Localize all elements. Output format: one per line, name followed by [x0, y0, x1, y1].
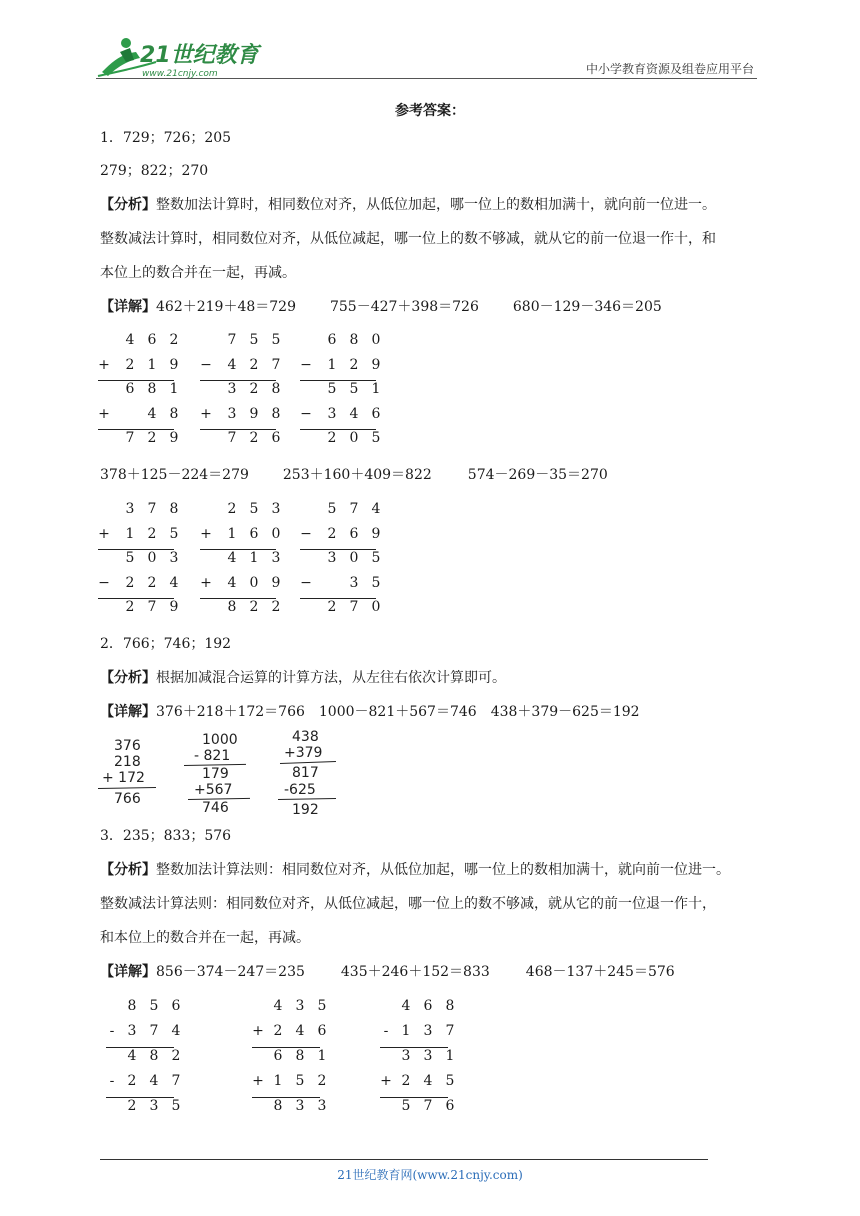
calc-digit: 1 — [249, 550, 259, 566]
calc-digit: 7 — [227, 332, 237, 348]
calc-digit: 6 — [171, 998, 181, 1014]
calc-result-row — [198, 597, 281, 617]
calc-row — [378, 1046, 458, 1066]
calc-digit: 3 — [149, 1098, 159, 1114]
calc-digit: 8 — [271, 381, 281, 397]
calc-digit: 1 — [273, 1073, 283, 1089]
q1-detail-line2 — [100, 465, 608, 485]
calc-digit: 5 — [327, 381, 337, 397]
calc-digit: 8 — [273, 1098, 283, 1114]
calc-digit: 5 — [149, 998, 159, 1014]
calc-digit: 4 — [371, 501, 381, 517]
header-divider — [96, 78, 757, 79]
calc-digit: 2 — [147, 430, 157, 446]
calc-digit: 4 — [171, 1023, 181, 1039]
calc-digit: 9 — [371, 356, 381, 373]
calc-digit: 8 — [169, 405, 179, 422]
calc-row: 1000 — [202, 732, 238, 748]
calc-digit: 4 — [227, 574, 237, 591]
calc-digit: 2 — [349, 356, 359, 373]
q1-analysis-line3: 本位上的数合并在一起，再减。 — [100, 265, 296, 281]
calc-row — [104, 1021, 184, 1041]
calc-digit: 1 — [401, 1023, 411, 1039]
calc-digit: 3 — [423, 1023, 433, 1039]
calc-digit: 6 — [125, 381, 135, 397]
detail-tag: 【详解】 — [100, 964, 156, 980]
calc-digit: 4 — [227, 550, 237, 566]
calc-digit: 1 — [371, 381, 381, 397]
calc-digit: 0 — [349, 550, 359, 566]
calc-result-row — [378, 1096, 458, 1116]
calc-operator: + — [380, 1073, 392, 1089]
calc-digit: 0 — [249, 574, 259, 591]
equation: 856－374－247＝235 — [156, 964, 305, 980]
calc-digit: 8 — [147, 381, 157, 397]
calc-digit: 5 — [271, 332, 281, 348]
calc-row — [96, 524, 179, 544]
calc-digit: 7 — [349, 599, 359, 615]
calc-operator: - — [109, 1023, 115, 1039]
calc-digit: 2 — [147, 525, 157, 542]
calc-digit: 8 — [349, 332, 359, 348]
calc-digit: 4 — [401, 998, 411, 1014]
calc-digit: 7 — [149, 1023, 159, 1039]
q3-detail — [100, 962, 675, 982]
calc-operator: − — [98, 574, 110, 591]
calc-digit: 5 — [295, 1073, 305, 1089]
calc-digit: 5 — [249, 332, 259, 348]
calc-row: 179 — [202, 766, 229, 782]
calc-digit: 0 — [349, 430, 359, 446]
calc-result-row — [298, 597, 381, 617]
calc-digit: 3 — [271, 501, 281, 517]
svg-text:www.21cnjy.com: www.21cnjy.com — [142, 69, 218, 79]
calc-digit: 7 — [147, 501, 157, 517]
calc-digit: 5 — [125, 550, 135, 566]
calc-digit: 6 — [445, 1098, 455, 1114]
platform-name: 中小学教育资源及组卷应用平台 — [585, 62, 754, 76]
calc-row — [298, 330, 381, 350]
calc-row — [250, 1071, 330, 1091]
calc-row: - 821 — [194, 748, 231, 764]
calc-digit: 0 — [371, 599, 381, 615]
calc-result-row — [96, 428, 179, 448]
calc-row: 376 — [114, 738, 141, 754]
q1-answer2: 279；822；270 — [100, 163, 209, 179]
calc-operator: - — [383, 1023, 389, 1039]
calc-digit: 8 — [169, 501, 179, 517]
calc-operator: - — [109, 1073, 115, 1089]
calc-row — [96, 548, 179, 568]
analysis-text: 根据加减混合运算的计算方法，从左往右依次计算即可。 — [156, 670, 506, 686]
calc-digit: 9 — [371, 525, 381, 542]
calc-digit: 5 — [169, 525, 179, 542]
calc-operator: + — [98, 405, 110, 422]
image-calc-1 — [98, 736, 158, 811]
calc-digit: 8 — [295, 1048, 305, 1064]
calc-digit: 6 — [317, 1023, 327, 1039]
calc-digit: 2 — [249, 430, 259, 446]
calc-row: 766 — [114, 791, 141, 807]
calc-digit: 2 — [227, 501, 237, 517]
calc-digit: 2 — [317, 1073, 327, 1089]
calc-operator: − — [300, 356, 312, 373]
calc-digit: 7 — [227, 430, 237, 446]
calc-digit: 6 — [249, 525, 259, 542]
calc-digit: 4 — [149, 1073, 159, 1089]
calc-row — [298, 524, 381, 544]
calc-digit: 2 — [171, 1048, 181, 1064]
calc-row — [250, 1021, 330, 1041]
calc-row — [250, 1046, 330, 1066]
calc-row: 817 — [292, 765, 319, 781]
calc-digit: 2 — [271, 599, 281, 615]
calc-digit: 8 — [127, 998, 137, 1014]
calc-digit: 3 — [271, 550, 281, 566]
calc-digit: 1 — [227, 525, 237, 542]
calc-digit: 1 — [317, 1048, 327, 1064]
calc-line — [278, 798, 336, 800]
calc-row — [96, 404, 179, 424]
calc-operator: + — [98, 356, 110, 373]
calc-row — [198, 499, 281, 519]
calc-digit: 3 — [327, 405, 337, 422]
calc-digit: 3 — [401, 1048, 411, 1064]
calc-row — [96, 573, 179, 593]
analysis-tag: 【分析】 — [100, 197, 156, 213]
calc-operator: + — [200, 525, 212, 542]
q2-analysis — [100, 668, 506, 688]
calc-digit: 8 — [445, 998, 455, 1014]
calc-digit: 5 — [401, 1098, 411, 1114]
q3-analysis-line2: 整数减法计算法则：相同数位对齐，从低位减起，哪一位上的数不够减，就从它的前一位退一作十， — [100, 896, 716, 912]
calc-digit: 8 — [227, 599, 237, 615]
calc-row — [298, 379, 381, 399]
analysis-tag: 【分析】 — [100, 862, 156, 878]
calc-result-row — [298, 428, 381, 448]
calc-operator: + — [200, 574, 212, 591]
calc-row — [198, 548, 281, 568]
calc-row — [378, 1021, 458, 1041]
calc-result-row — [250, 1096, 330, 1116]
calc-digit: 2 — [327, 599, 337, 615]
q3-analysis-line1 — [100, 860, 730, 880]
calc-row — [96, 355, 179, 375]
calc-digit: 1 — [125, 525, 135, 542]
calc-row: 746 — [202, 800, 229, 816]
equation: 438＋379－625＝192 — [490, 704, 640, 720]
calc-digit: 4 — [125, 332, 135, 348]
calc-digit: 3 — [295, 1098, 305, 1114]
calc-result-row — [96, 597, 179, 617]
q1-analysis-line2: 整数减法计算时，相同数位对齐，从低位减起，哪一位上的数不够减，就从它的前一位退一作十，和 — [100, 231, 716, 247]
calc-row — [198, 524, 281, 544]
calc-digit: 4 — [273, 998, 283, 1014]
calc-row — [378, 996, 458, 1016]
calc-result-row — [198, 428, 281, 448]
equation: 755－427＋398＝726 — [329, 299, 479, 315]
calc-row — [198, 404, 281, 424]
page-title: 参考答案： — [395, 103, 465, 119]
calc-digit: 4 — [169, 574, 179, 591]
equation: 574－269－35＝270 — [467, 467, 608, 483]
calc-row: 438 — [292, 729, 319, 745]
calc-operator: − — [300, 405, 312, 422]
calc-digit: 3 — [295, 998, 305, 1014]
calc-digit: 4 — [147, 405, 157, 422]
calc-digit: 5 — [349, 381, 359, 397]
equation: 376＋218＋172＝766 — [156, 704, 305, 720]
q2-answer: 2．766；746；192 — [100, 636, 232, 652]
svg-text:21世纪教育: 21世纪教育 — [140, 43, 259, 68]
calc-row — [198, 573, 281, 593]
q1-analysis-line1 — [100, 195, 716, 215]
calc-digit: 8 — [149, 1048, 159, 1064]
calc-digit: 9 — [249, 405, 259, 422]
calc-digit: 7 — [445, 1023, 455, 1039]
calc-digit: 4 — [295, 1023, 305, 1039]
calc-digit: 3 — [227, 405, 237, 422]
calc-digit: 4 — [227, 356, 237, 373]
calc-digit: 7 — [171, 1073, 181, 1089]
calc-row — [96, 379, 179, 399]
calc-digit: 0 — [147, 550, 157, 566]
footer-divider — [100, 1159, 708, 1160]
calc-row — [298, 355, 381, 375]
calc-digit: 3 — [423, 1048, 433, 1064]
calc-row: + 172 — [102, 770, 145, 786]
calc-digit: 9 — [169, 356, 179, 373]
calc-row — [104, 996, 184, 1016]
calc-digit: 4 — [423, 1073, 433, 1089]
footer-text: 21世纪教育网(www.21cnjy.com) — [337, 1168, 523, 1182]
calc-digit: 9 — [169, 599, 179, 615]
calc-digit: 2 — [401, 1073, 411, 1089]
calc-row — [298, 404, 381, 424]
calc-digit: 2 — [249, 381, 259, 397]
calc-row — [298, 499, 381, 519]
calc-digit: 3 — [127, 1023, 137, 1039]
calc-digit: 5 — [371, 574, 381, 591]
calc-digit: 2 — [249, 599, 259, 615]
calc-digit: 1 — [327, 356, 337, 373]
calc-digit: 1 — [169, 381, 179, 397]
q3-analysis-line3: 和本位上的数合并在一起，再减。 — [100, 930, 310, 946]
calc-digit: 2 — [249, 356, 259, 373]
calc-digit: 0 — [271, 525, 281, 542]
calc-row — [96, 330, 179, 350]
calc-operator: + — [98, 525, 110, 542]
calc-digit: 6 — [327, 332, 337, 348]
calc-digit: 5 — [171, 1098, 181, 1114]
calc-row — [198, 330, 281, 350]
calc-digit: 2 — [127, 1073, 137, 1089]
image-calc-3 — [276, 727, 346, 819]
site-logo — [96, 32, 266, 80]
calc-row — [250, 996, 330, 1016]
calc-digit: 1 — [147, 356, 157, 373]
calc-row — [96, 499, 179, 519]
calc-digit: 3 — [227, 381, 237, 397]
calc-row — [198, 355, 281, 375]
calc-digit: 3 — [327, 550, 337, 566]
calc-digit: 7 — [349, 501, 359, 517]
equation: 1000－821＋567＝746 — [318, 704, 477, 720]
calc-digit: 2 — [327, 525, 337, 542]
analysis-text: 整数加法计算法则：相同数位对齐，从低位加起，哪一位上的数相加满十，就向前一位进一。 — [156, 862, 730, 878]
calc-row: -625 — [284, 782, 316, 798]
calc-operator: + — [252, 1073, 264, 1089]
calc-digit: 3 — [125, 501, 135, 517]
image-calc-2 — [184, 730, 256, 818]
calc-digit: 5 — [371, 430, 381, 446]
equation: 253＋160＋409＝822 — [282, 467, 432, 483]
calc-digit: 7 — [423, 1098, 433, 1114]
calc-digit: 3 — [169, 550, 179, 566]
calc-digit: 2 — [125, 574, 135, 591]
calc-digit: 5 — [249, 501, 259, 517]
equation: 462＋219＋48＝729 — [156, 299, 296, 315]
calc-row: +379 — [284, 745, 323, 761]
calc-digit: 2 — [273, 1023, 283, 1039]
equation: 680－129－346＝205 — [512, 299, 662, 315]
calc-digit: 6 — [423, 998, 433, 1014]
calc-digit: 3 — [317, 1098, 327, 1114]
calc-digit: 5 — [327, 501, 337, 517]
calc-digit: 2 — [125, 599, 135, 615]
calc-digit: 1 — [445, 1048, 455, 1064]
calc-row: +567 — [194, 782, 233, 798]
calc-digit: 6 — [273, 1048, 283, 1064]
calc-digit: 5 — [371, 550, 381, 566]
calc-digit: 7 — [125, 430, 135, 446]
calc-digit: 2 — [327, 430, 337, 446]
calc-row — [298, 548, 381, 568]
calc-row — [198, 379, 281, 399]
equation: 468－137＋245＝576 — [525, 964, 675, 980]
q3-answer: 3．235；833；576 — [100, 828, 232, 844]
calc-digit: 6 — [271, 430, 281, 446]
calc-digit: 6 — [147, 332, 157, 348]
calc-digit: 4 — [127, 1048, 137, 1064]
calc-digit: 2 — [147, 574, 157, 591]
calc-digit: 4 — [349, 405, 359, 422]
calc-digit: 6 — [371, 405, 381, 422]
calc-digit: 0 — [371, 332, 381, 348]
calc-row: 218 — [114, 754, 141, 770]
calc-line — [280, 761, 336, 764]
calc-digit: 2 — [169, 332, 179, 348]
calc-digit: 7 — [147, 599, 157, 615]
calc-digit: 2 — [125, 356, 135, 373]
calc-operator: − — [300, 574, 312, 591]
calc-digit: 7 — [271, 356, 281, 373]
analysis-tag: 【分析】 — [100, 670, 156, 686]
calc-row: 192 — [292, 802, 319, 818]
detail-tag: 【详解】 — [100, 704, 156, 720]
calc-operator: + — [200, 405, 212, 422]
runner-logo-icon — [96, 32, 266, 80]
calc-row — [104, 1071, 184, 1091]
equation: 378＋125－224＝279 — [100, 467, 249, 483]
detail-tag: 【详解】 — [100, 299, 156, 315]
calc-result-row — [104, 1096, 184, 1116]
calc-row — [378, 1071, 458, 1091]
calc-digit: 9 — [271, 574, 281, 591]
calc-digit: 5 — [317, 998, 327, 1014]
q2-detail — [100, 702, 640, 722]
calc-digit: 9 — [169, 430, 179, 446]
calc-digit: 5 — [445, 1073, 455, 1089]
analysis-text: 整数加法计算时，相同数位对齐，从低位加起，哪一位上的数相加满十，就向前一位进一。 — [156, 197, 716, 213]
calc-operator: − — [300, 525, 312, 542]
calc-operator: − — [200, 356, 212, 373]
q1-answer1: 1．729；726；205 — [100, 130, 232, 146]
q1-detail-line1 — [100, 297, 662, 317]
calc-digit: 3 — [349, 574, 359, 591]
calc-digit: 6 — [349, 525, 359, 542]
equation: 435＋246＋152＝833 — [340, 964, 490, 980]
calc-digit: 2 — [127, 1098, 137, 1114]
calc-row — [298, 573, 381, 593]
calc-operator: + — [252, 1023, 264, 1039]
calc-digit: 8 — [271, 405, 281, 422]
calc-line — [98, 787, 156, 789]
calc-row — [104, 1046, 184, 1066]
